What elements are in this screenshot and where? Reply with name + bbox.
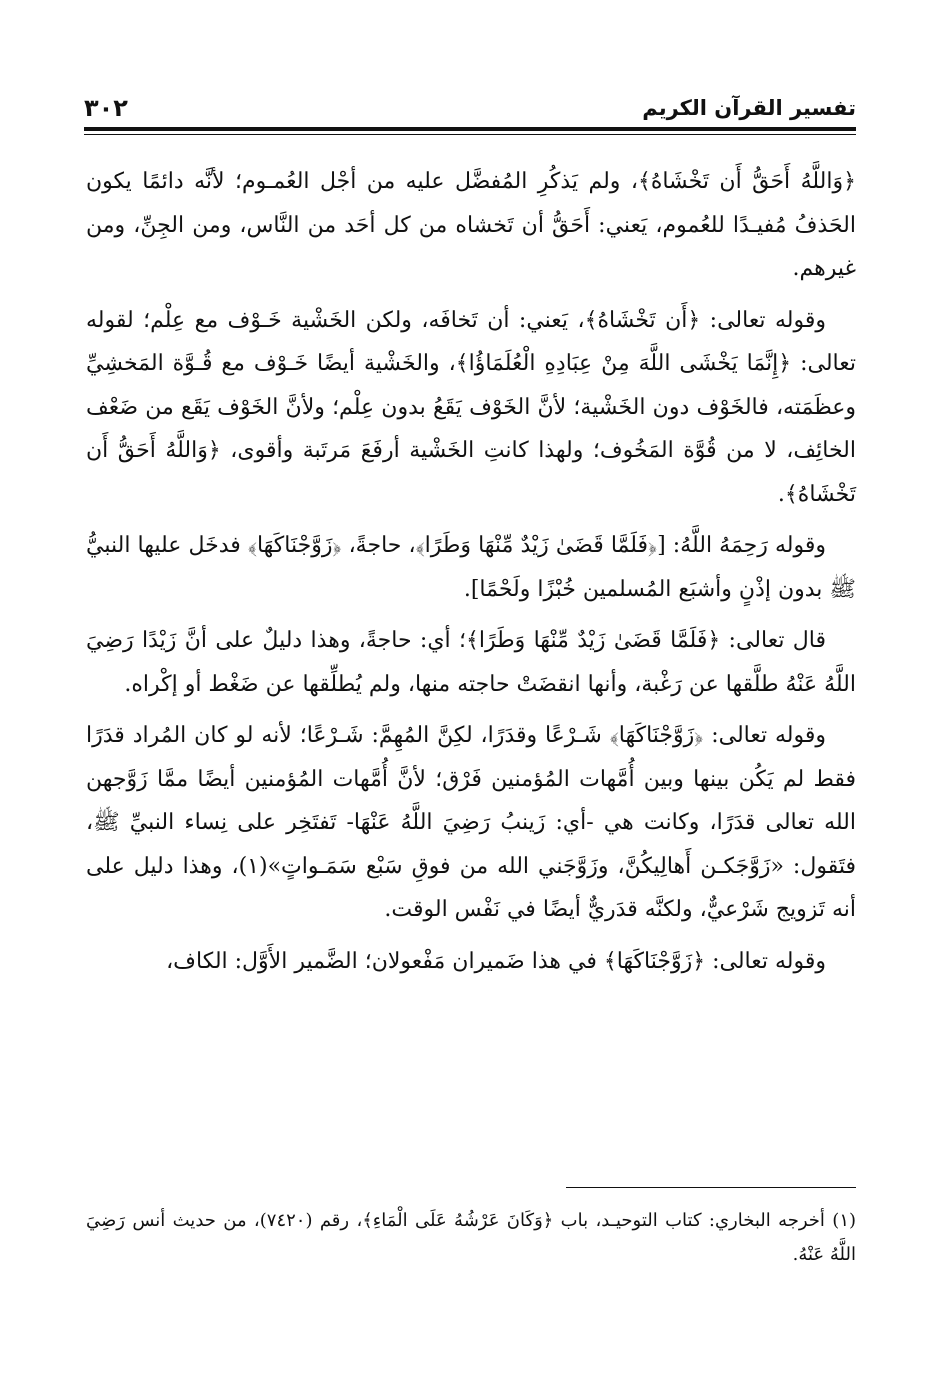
paragraph: وقوله تعالى: ﴿أَن تَخْشَاهُ﴾، يَعني: أن تَخافَه، ولكن الخَشْية خَـوْف مع عِلْم؛ لقوله تعالى: ﴿إِنَّمَا يَخْشَى اللَّهَ مِنْ عِبَادِهِ الْعُلَمَاؤُا﴾، والخَشْية أيضًا خَـوْف مع قُـوَّة المَخشِيِّ وعظَمَته، فالخَوْف دون الخَشْية؛ لأنَّ الخَوْف يَقَعُ بدون عِلْم؛ ولأنَّ الخَوْف يَقَع من ضَعْف الخائِف، لا من قُوَّة المَخُوف؛ ولهذا كانتِ الخَشْية أرفَعَ مَرتَبة وأقوى، ﴿وَاللَّهُ أَحَقُّ أَن تَخْشَاهُ﴾.: [86, 307, 856, 507]
body-text: [86, 160, 856, 991]
paragraph: وقوله تعالى: ﴿زَوَّجْنَاكَهَا﴾ شَـرْعًا وقدَرًا، لكِنَّ المُهِمَّ: شَـرْعًا؛ لأنه لو كان المُراد قدَرًا فقط لم يَكُن بينها وبين أُمَّهات المُؤمنين فَرْق؛ لأنَّ أُمَّهات المُؤمنين أيضًا ممَّا زَوَّجهن الله تعالى قدَرًا، وكانت هي -أي: زَينبُ رَضِيَ اللَّهُ عَنْهَا- تَفتَخِر على نِساء النبيِّ ﷺ، فتَقول: «زَوَّجَكـن أَهالِيكُنَّ، وزَوَّجَني الله من فوقِ سَبْع سَمَـواتٍ»(١)، وهذا دليل على أنه تَزويج شَرْعيٌّ، ولكنَّه قدَريٌّ أيضًا في نَفْس الوقت.: [86, 723, 856, 922]
paragraph: وقوله تعالى: ﴿زَوَّجْنَاكَهَا﴾ في هذا ضَميران مَفْعولان؛ الضَّمير الأَوَّل: الكاف،: [166, 948, 826, 974]
paragraph: ﴿وَاللَّهُ أَحَقُّ أَن تَخْشَاهُ﴾، ولم يَذكُرِ المُفضَّل عليه من أجْل العُمـوم؛ لأنَّه دائمًا يكون الحَذفُ مُفيـدًا للعُموم، يَعني: أَحَقُّ أن تَخشاه من كل أحَد من النَّاس، ومن الجِنِّ، ومن غيرهم.: [86, 169, 856, 281]
book-title: تفسير القرآن الكريم: [642, 96, 856, 120]
paragraph: قال تعالى: ﴿فَلَمَّا قَضَىٰ زَيْدٌ مِّنْهَا وَطَرًا﴾؛ أي: حاجةً، وهذا دليلٌ على أنَّ زَيْدًا رَضِيَ اللَّهُ عَنْهُ طلَّقها عن رَغْبة، وأنها انقضَتْ حاجته منها، ولم يُطلِّقها عن ضَغْط أو إكْراه.: [86, 628, 856, 697]
page-header: [84, 82, 856, 126]
page-number: ٣٠٢: [84, 94, 128, 122]
header-rule-thin: [84, 134, 856, 135]
paragraph: وقوله رَحِمَهُ اللَّهُ: [﴿فَلَمَّا قَضَىٰ زَيْدٌ مِّنْهَا وَطَرًا﴾، حاجةً، ﴿زَوَّجْنَاكَهَا﴾ فدخَل عليها النبيُّ ﷺ بدون إذْنٍ وأشبَع المُسلمين خُبْزًا ولَحْمًا].: [86, 533, 856, 602]
header-rule: [84, 127, 856, 131]
footnote: (١) أخرجه البخاري: كتاب التوحيـد، باب ﴿وَكَانَ عَرْشُهُ عَلَى الْمَاءِ﴾، رقم (٧٤٢٠)، من حديث أنس رَضِيَ اللَّهُ عَنْهُ.: [86, 1210, 857, 1265]
footnote-rule: [566, 1187, 856, 1188]
